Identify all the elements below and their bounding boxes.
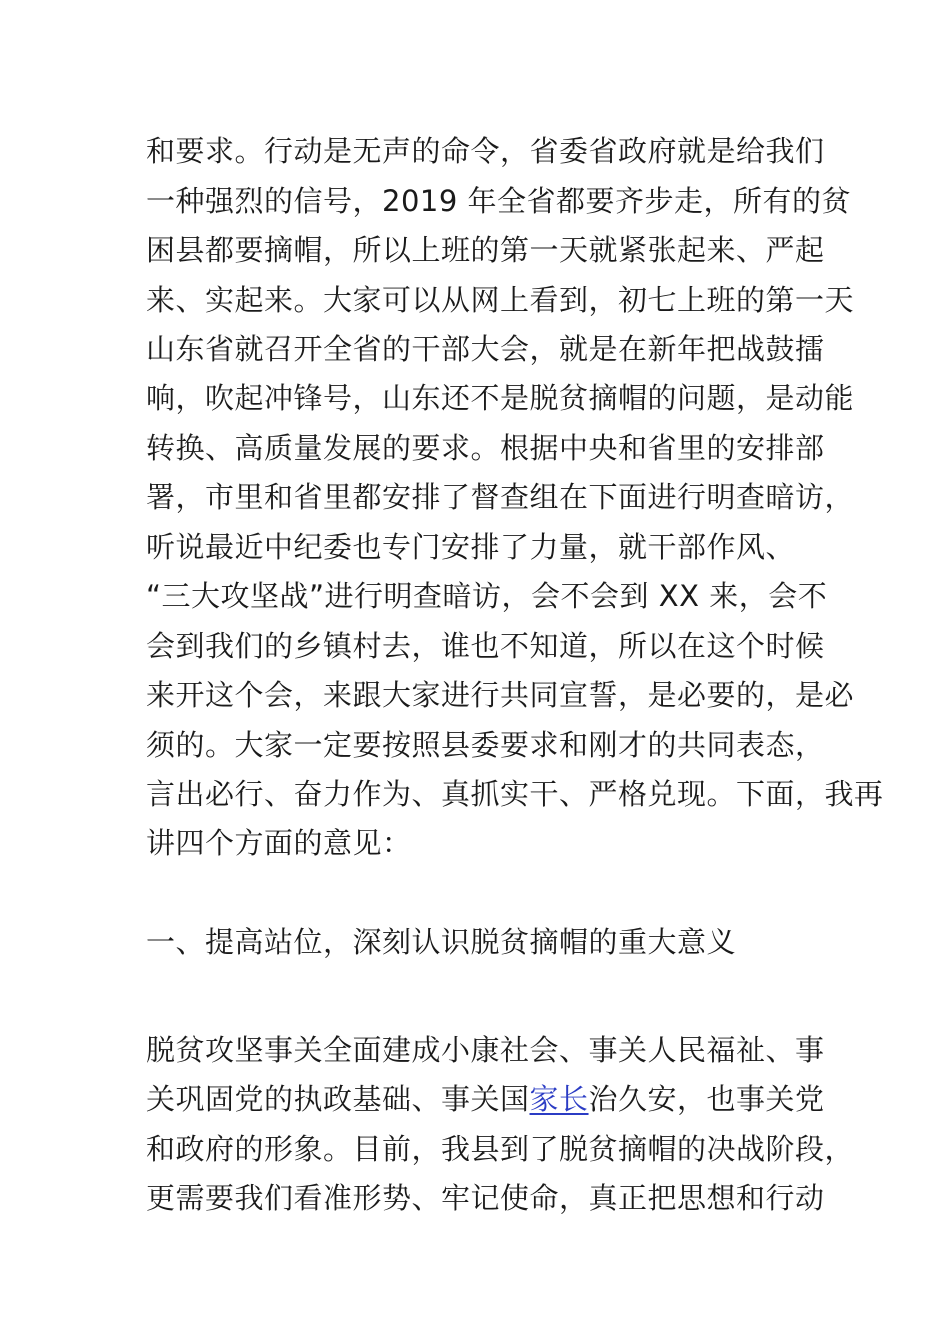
paragraph-line: 一种强烈的信号，2019 年全省都要齐步走，所有的贫: [146, 184, 852, 218]
paragraph-line: 会到我们的乡镇村去，谁也不知道，所以在这个时候: [146, 629, 825, 663]
paragraph-line: “三大攻坚战”进行明查暗访，会不会到 XX 来，会不: [146, 579, 828, 613]
paragraph-line: 听说最近中纪委也专门安排了力量，就干部作风、: [146, 530, 796, 564]
section-heading: 一、提高站位，深刻认识脱贫摘帽的重大意义: [146, 925, 737, 959]
paragraph-line: 来开这个会，来跟大家进行共同宣誓，是必要的，是必: [146, 678, 855, 712]
paragraph-line: 和政府的形象。目前，我县到了脱贫摘帽的决战阶段，: [146, 1132, 855, 1166]
inline-link[interactable]: 家长: [529, 1082, 589, 1116]
paragraph-line: 转换、高质量发展的要求。根据中央和省里的安排部: [146, 431, 825, 465]
paragraph-line: [146, 1079, 825, 1119]
paragraph-line: 来、实起来。大家可以从网上看到，初七上班的第一天: [146, 283, 855, 317]
paragraph-line: 山东省就召开全省的干部大会，就是在新年把战鼓擂: [146, 332, 825, 366]
paragraph-text: 治久安，也事关党: [588, 1082, 825, 1116]
paragraph-line: 困县都要摘帽，所以上班的第一天就紧张起来、严起: [146, 233, 825, 267]
paragraph-line: 须的。大家一定要按照县委要求和刚才的共同表态，: [146, 728, 825, 762]
paragraph-line: 言出必行、奋力作为、真抓实干、严格兑现。下面，我再: [146, 777, 884, 811]
paragraph-line: 响，吹起冲锋号，山东还不是脱贫摘帽的问题，是动能: [146, 381, 855, 415]
paragraph-text: 关巩固党的执政基础、事关国: [146, 1082, 530, 1116]
paragraph-line: 讲四个方面的意见：: [146, 826, 412, 860]
paragraph-line: 署，市里和省里都安排了督查组在下面进行明查暗访，: [146, 480, 855, 514]
paragraph-line: 和要求。行动是无声的命令，省委省政府就是给我们: [146, 134, 825, 168]
paragraph-line: 脱贫攻坚事关全面建成小康社会、事关人民福祉、事: [146, 1033, 825, 1067]
paragraph-line: 更需要我们看准形势、牢记使命，真正把思想和行动: [146, 1181, 825, 1215]
